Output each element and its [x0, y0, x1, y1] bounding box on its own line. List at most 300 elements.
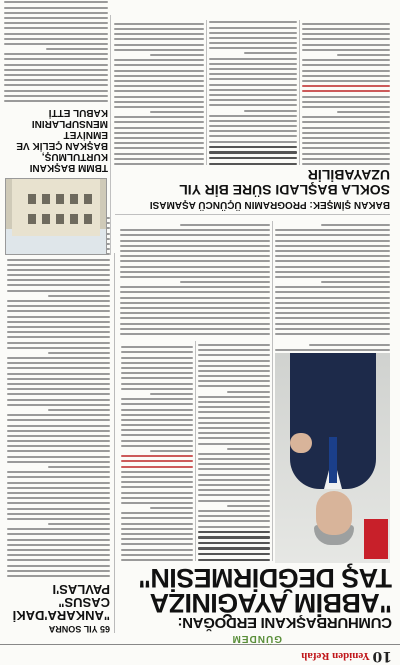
text-line [198, 401, 270, 403]
text-line [7, 269, 110, 271]
text-line [321, 224, 390, 226]
text-line [114, 70, 204, 72]
text-line [48, 295, 110, 297]
text-line [302, 116, 390, 118]
text-line [7, 451, 110, 453]
text-line [121, 523, 193, 525]
text-line [120, 255, 270, 257]
text-line [114, 106, 204, 108]
text-line [180, 224, 270, 226]
text-line [7, 326, 110, 328]
text-line [7, 383, 110, 385]
text-line [275, 328, 390, 330]
text-line [121, 403, 193, 405]
text-line [120, 286, 270, 288]
text-line [302, 49, 390, 51]
text-line [275, 286, 390, 288]
text-line [121, 460, 193, 462]
text-line [7, 378, 110, 380]
text-line [302, 122, 390, 124]
text-line [7, 456, 110, 458]
text-line [198, 411, 270, 413]
text-line [302, 59, 390, 61]
text-line [198, 432, 270, 434]
text-line [209, 37, 297, 39]
text-line [302, 101, 390, 103]
text-line [7, 362, 110, 364]
text-line [121, 424, 193, 426]
second-story-body-col-3 [114, 20, 204, 165]
text-line [120, 240, 270, 242]
text-line [121, 502, 193, 504]
text-line [46, 48, 108, 50]
text-line [209, 32, 297, 34]
text-line [121, 435, 193, 437]
text-line [275, 297, 390, 299]
text-line [7, 305, 110, 307]
text-line [4, 17, 108, 19]
text-line [7, 399, 110, 401]
text-line [121, 357, 193, 359]
text-line [121, 398, 193, 400]
text-line [4, 90, 108, 92]
text-line [114, 59, 204, 61]
text-line [7, 357, 110, 359]
text-line [275, 312, 390, 314]
text-line [209, 104, 297, 106]
text-line [209, 68, 297, 70]
text-line [198, 526, 270, 528]
text-line [150, 111, 204, 113]
text-line [7, 414, 110, 416]
text-line [209, 58, 297, 60]
text-line [120, 229, 270, 231]
text-line [275, 317, 390, 319]
text-line [7, 404, 110, 406]
text-line [227, 391, 270, 393]
main-headline: "ABBİM AYAĞINIZA TAŞ DEĞDİRMESİN" [138, 563, 392, 618]
text-line [121, 367, 193, 369]
text-line [120, 245, 270, 247]
page-number: 10 [372, 648, 392, 664]
text-line [198, 547, 270, 549]
text-line [198, 468, 270, 470]
text-line [150, 450, 193, 452]
text-line [198, 510, 270, 512]
text-line [114, 158, 204, 160]
text-line [209, 73, 297, 75]
text-line [48, 352, 110, 354]
text-line [150, 54, 204, 56]
text-line [302, 127, 390, 129]
president-photo [275, 353, 390, 563]
text-line [121, 512, 193, 514]
text-line [120, 260, 270, 262]
text-line [198, 427, 270, 429]
text-line [121, 466, 193, 468]
second-story-body-col-2 [209, 18, 297, 165]
text-line [198, 360, 270, 362]
text-line [121, 481, 193, 483]
text-line [4, 79, 108, 81]
text-line [7, 331, 110, 333]
text-line [114, 80, 204, 82]
text-line [302, 90, 390, 92]
text-line [7, 549, 110, 551]
text-line [114, 49, 204, 51]
photo-caption [275, 341, 390, 351]
text-line [7, 435, 110, 437]
text-line [209, 115, 297, 117]
text-line [114, 90, 204, 92]
text-line [321, 281, 390, 283]
text-line [7, 476, 110, 478]
text-line [302, 163, 390, 165]
text-line [198, 344, 270, 346]
text-line [121, 538, 193, 540]
text-line [7, 534, 110, 536]
text-line [121, 497, 193, 499]
text-line [198, 458, 270, 460]
text-line [7, 342, 110, 344]
side-top-kicker: 65 YIL SONRA [48, 624, 110, 634]
text-line [120, 328, 270, 330]
text-line [114, 33, 204, 35]
text-line [121, 388, 193, 390]
text-line [198, 520, 270, 522]
text-line [275, 255, 390, 257]
text-line [7, 321, 110, 323]
text-line [302, 137, 390, 139]
text-line [302, 33, 390, 35]
text-line [7, 461, 110, 463]
text-line [114, 96, 204, 98]
text-line [120, 276, 270, 278]
text-line [7, 492, 110, 494]
text-line [120, 234, 270, 236]
text-line [120, 302, 270, 304]
text-line [121, 471, 193, 473]
text-line [198, 354, 270, 356]
text-line [114, 101, 204, 103]
text-line [198, 536, 270, 538]
side-bottom-headline: TBMM BAŞKANI KURTULMUŞ, BAŞKAN ÇELİK VE EMNİYET MENSUPLARINI KABUL ETTİ [16, 107, 108, 173]
text-line [198, 365, 270, 367]
text-line [209, 94, 297, 96]
text-line [198, 489, 270, 491]
text-line [7, 445, 110, 447]
text-line [114, 142, 204, 144]
side-top-headline: "ANKARA'DAKİ CASUS" PAVLAS'I [12, 582, 110, 623]
text-line [244, 110, 297, 112]
text-line [114, 122, 204, 124]
text-line [121, 455, 193, 457]
text-line [7, 482, 110, 484]
text-line [198, 385, 270, 387]
text-line [198, 422, 270, 424]
text-line [198, 553, 270, 555]
text-line [121, 346, 193, 348]
text-line [114, 163, 204, 165]
main-story-body-col-1 [198, 341, 270, 561]
text-line [209, 21, 297, 23]
text-line [48, 466, 110, 468]
text-line [114, 137, 204, 139]
text-line [121, 419, 193, 421]
text-line [275, 323, 390, 325]
text-line [209, 99, 297, 101]
text-line [198, 406, 270, 408]
text-line [121, 377, 193, 379]
text-line [302, 75, 390, 77]
text-line [7, 570, 110, 572]
text-line [121, 362, 193, 364]
text-line [121, 352, 193, 354]
text-line [7, 508, 110, 510]
text-line [302, 64, 390, 66]
text-line [4, 27, 108, 29]
text-line [302, 44, 390, 46]
text-line [7, 419, 110, 421]
text-line [337, 54, 390, 56]
page-header [0, 644, 400, 665]
text-line [7, 285, 110, 287]
text-line [121, 518, 193, 520]
text-line [302, 39, 390, 41]
text-line [198, 559, 270, 561]
text-line [302, 80, 390, 82]
text-line [121, 414, 193, 416]
text-line [209, 47, 297, 49]
text-line [120, 292, 270, 294]
text-line [209, 42, 297, 44]
text-line [4, 1, 108, 3]
text-line [7, 274, 110, 276]
text-line [275, 271, 390, 273]
text-line [7, 575, 110, 577]
text-line [120, 312, 270, 314]
text-line [114, 28, 204, 30]
text-line [7, 440, 110, 442]
text-line [198, 417, 270, 419]
side-story-bottom [4, 0, 108, 173]
text-line [275, 234, 390, 236]
text-line [198, 494, 270, 496]
text-line [121, 476, 193, 478]
text-line [7, 559, 110, 561]
text-line [198, 515, 270, 517]
text-line [7, 393, 110, 395]
text-line [275, 245, 390, 247]
text-line [48, 523, 110, 525]
text-line [121, 383, 193, 385]
text-line [114, 64, 204, 66]
text-line [302, 147, 390, 149]
text-line [7, 259, 110, 261]
text-line [302, 132, 390, 134]
text-line [209, 120, 297, 122]
text-line [4, 59, 108, 61]
text-line [150, 507, 193, 509]
text-line [302, 96, 390, 98]
text-line [275, 292, 390, 294]
text-line [7, 310, 110, 312]
text-line [7, 554, 110, 556]
text-line [302, 28, 390, 30]
text-line [275, 250, 390, 252]
text-line [7, 290, 110, 292]
text-line [198, 370, 270, 372]
text-line [4, 43, 108, 45]
text-line [150, 393, 193, 395]
text-line [209, 157, 297, 159]
text-line [337, 111, 390, 113]
text-line [198, 396, 270, 398]
text-line [4, 64, 108, 66]
text-line [302, 23, 390, 25]
text-line [275, 307, 390, 309]
text-line [275, 229, 390, 231]
text-line [302, 142, 390, 144]
text-line [114, 147, 204, 149]
text-line [120, 271, 270, 273]
text-line [198, 437, 270, 439]
text-line [209, 163, 297, 165]
text-line [198, 453, 270, 455]
text-line [198, 531, 270, 533]
text-line [120, 297, 270, 299]
text-line [7, 279, 110, 281]
text-line [244, 53, 297, 55]
text-line [302, 106, 390, 108]
text-line [7, 544, 110, 546]
text-line [7, 316, 110, 318]
text-line [4, 22, 108, 24]
side-story-top [7, 253, 115, 633]
text-line [209, 146, 297, 148]
text-line [7, 388, 110, 390]
text-line [4, 12, 108, 14]
text-line [4, 74, 108, 76]
text-line [4, 84, 108, 86]
text-line [198, 443, 270, 445]
text-line [275, 240, 390, 242]
text-line [198, 474, 270, 476]
text-line [302, 70, 390, 72]
text-line [7, 300, 110, 302]
text-line [121, 445, 193, 447]
text-line [198, 463, 270, 465]
text-line [114, 85, 204, 87]
text-line [227, 448, 270, 450]
text-line [4, 38, 108, 40]
text-line [209, 130, 297, 132]
text-line [7, 502, 110, 504]
text-line [7, 497, 110, 499]
text-line [120, 317, 270, 319]
text-line [275, 302, 390, 304]
text-line [121, 429, 193, 431]
second-story-body-col-1 [302, 20, 390, 165]
text-line [275, 266, 390, 268]
text-line [209, 151, 297, 153]
text-line [198, 479, 270, 481]
text-line [198, 349, 270, 351]
text-line [198, 484, 270, 486]
text-line [114, 75, 204, 77]
second-headline: SOKLA BAŞLADI SÜRE BİR YIL UZAYABİLİR [179, 167, 390, 198]
text-line [209, 89, 297, 91]
text-line [121, 554, 193, 556]
text-line [7, 513, 110, 515]
text-line [120, 266, 270, 268]
text-line [4, 53, 108, 55]
text-line [7, 539, 110, 541]
flag-graphic [364, 519, 388, 559]
main-story-body-col-4 [120, 221, 270, 335]
text-line [275, 276, 390, 278]
parliament-photo [5, 178, 107, 255]
text-line [7, 565, 110, 567]
text-line [7, 518, 110, 520]
text-line [7, 347, 110, 349]
text-line [114, 127, 204, 129]
text-line [4, 33, 108, 35]
section-label: GÜNDEM [231, 633, 282, 644]
text-line [120, 307, 270, 309]
main-story-body-col-2 [121, 343, 193, 561]
text-line [7, 430, 110, 432]
text-line [198, 380, 270, 382]
text-line [121, 528, 193, 530]
text-line [121, 543, 193, 545]
text-line [209, 63, 297, 65]
main-kicker: CUMHURBAŞKANI ERDOĞAN: [177, 614, 392, 631]
main-story-body-col-3 [275, 221, 390, 335]
text-line [7, 336, 110, 338]
text-line [7, 373, 110, 375]
text-line [121, 372, 193, 374]
text-line [209, 136, 297, 138]
text-line [114, 132, 204, 134]
text-line [198, 500, 270, 502]
text-line [121, 492, 193, 494]
text-line [121, 409, 193, 411]
text-line [121, 533, 193, 535]
text-line [120, 323, 270, 325]
text-line [114, 44, 204, 46]
text-line [121, 559, 193, 561]
text-line [198, 375, 270, 377]
text-line [198, 542, 270, 544]
text-line [227, 505, 270, 507]
text-line [7, 368, 110, 370]
text-line [4, 95, 108, 97]
text-line [114, 116, 204, 118]
text-line [209, 78, 297, 80]
text-line [180, 281, 270, 283]
text-line [120, 333, 270, 335]
text-line [7, 425, 110, 427]
second-kicker: BAKAN ŞİMŞEK: PROGRAMIN ÜÇÜNCÜ AŞAMASI [149, 199, 390, 210]
text-line [209, 125, 297, 127]
text-line [302, 153, 390, 155]
text-line [209, 84, 297, 86]
text-line [121, 486, 193, 488]
text-line [4, 7, 108, 9]
text-line [121, 549, 193, 551]
text-line [114, 153, 204, 155]
